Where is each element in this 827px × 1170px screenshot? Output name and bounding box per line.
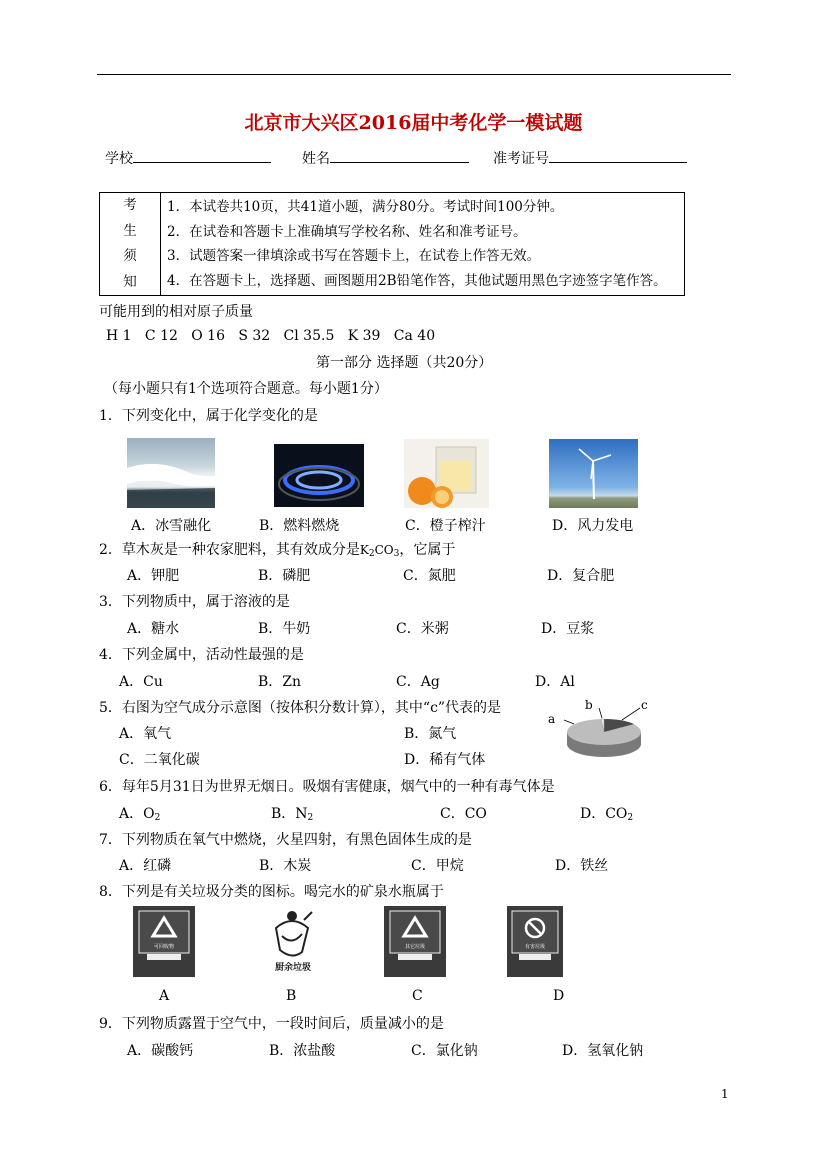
- other-waste-icon: [384, 906, 446, 977]
- q2-option-d: D．复合肥: [547, 568, 615, 584]
- top-rule: [97, 74, 731, 75]
- atomic-mass-label: 可能用到的相对原子质量: [99, 304, 253, 320]
- notice-items: [161, 193, 685, 296]
- q1-option-b: B．燃料燃烧: [259, 518, 340, 534]
- school-field: [105, 148, 271, 168]
- notice-item: 2．在试卷和答题卡上准确填写学校名称、姓名和准考证号。: [167, 223, 527, 240]
- question-4-stem: 4．下列金属中，活动性最强的是: [99, 647, 304, 663]
- q9-option-b: B．浓盐酸: [269, 1043, 336, 1059]
- q5-option-d: D．稀有气体: [404, 752, 486, 768]
- q5-option-b: B．氮气: [404, 726, 457, 742]
- pie-label-a: a: [548, 712, 556, 726]
- q7-option-c: C．甲烷: [411, 858, 464, 874]
- q1-option-a: A．冰雪融化: [131, 518, 212, 534]
- q3-option-c: C．米粥: [396, 621, 449, 637]
- section-title: 第一部分 选择题（共20分）: [316, 355, 493, 371]
- q8-option-c: C: [412, 988, 423, 1004]
- kitchen-waste-icon: [262, 906, 324, 977]
- melting-snow-image: [127, 438, 215, 508]
- exam-id-field: [493, 148, 687, 168]
- q9-option-c: C．氯化钠: [411, 1043, 478, 1059]
- q4-option-d: D．Al: [535, 674, 575, 690]
- q1-option-c: C．橙子榨汁: [405, 518, 486, 534]
- q9-option-d: D．氢氧化钠: [562, 1043, 644, 1059]
- pie-label-b: b: [585, 698, 593, 712]
- notice-item: 4．在答题卡上，选择题、画图题用2B铅笔作答，其他试题用黑色字迹签字笔作答。: [167, 272, 667, 289]
- atomic-masses: H 1 C 12 O 16 S 32 Cl 35.5 K 39 Ca 40: [106, 328, 436, 344]
- section-note: （每小题只有1个选项符合题意。每小题1分）: [104, 381, 388, 397]
- question-3-stem: 3．下列物质中，属于溶液的是: [99, 594, 290, 610]
- orange-juice-image: [404, 439, 489, 508]
- question-2-stem: 2．草木灰是一种农家肥料，其有效成分是$K_2CO_3$，它属于: [99, 542, 456, 559]
- q1-option-d: D．风力发电: [552, 518, 634, 534]
- q2-option-b: B．磷肥: [258, 568, 311, 584]
- q6-option-a: A．$O_2$: [119, 806, 161, 823]
- svg-text:厨余垃圾: 厨余垃圾: [274, 963, 312, 973]
- q5-option-a: A．氧气: [119, 726, 172, 742]
- svg-text:可回收物: 可回收物: [153, 944, 175, 950]
- hazardous-waste-icon: [507, 906, 563, 977]
- air-composition-pie: [544, 696, 656, 766]
- q6-option-b: B．$N_2$: [271, 806, 314, 823]
- q6-option-c: C．CO: [440, 806, 487, 822]
- gas-burner-image: [274, 444, 364, 507]
- exam-id-label: 准考证号: [493, 151, 549, 167]
- q8-option-b: B: [286, 988, 297, 1004]
- name-field: [302, 148, 469, 168]
- pie-label-c: c: [641, 698, 648, 712]
- q9-option-a: A．碳酸钙: [127, 1043, 194, 1059]
- q5-option-c: C．二氧化碳: [119, 752, 200, 768]
- question-9-stem: 9．下列物质露置于空气中，一段时间后，质量减小的是: [99, 1016, 444, 1032]
- svg-text:有害垃圾: 有害垃圾: [524, 944, 546, 950]
- q3-option-b: B．牛奶: [258, 621, 311, 637]
- q7-option-b: B．木炭: [259, 858, 312, 874]
- page-number: 1: [721, 1087, 729, 1101]
- notice-side: 考 生 须 知: [100, 193, 161, 296]
- q4-option-c: C．Ag: [396, 674, 440, 690]
- q8-option-a: A: [159, 988, 170, 1004]
- recyclable-waste-icon: [133, 906, 195, 977]
- school-label: 学校: [105, 151, 133, 167]
- q3-option-a: A．糖水: [127, 621, 180, 637]
- notice-item: 3．试题答案一律填涂或书写在答题卡上，在试卷上作答无效。: [167, 248, 541, 264]
- notice-item: 1．本试卷共10页，共41道小题，满分80分。考试时间100分钟。: [167, 199, 564, 215]
- q2-option-c: C．氮肥: [403, 568, 456, 584]
- q7-option-d: D．铁丝: [555, 858, 609, 874]
- q7-option-a: A．红磷: [119, 858, 172, 874]
- question-8-stem: 8．下列是有关垃圾分类的图标。喝完水的矿泉水瓶属于: [99, 884, 444, 900]
- q4-option-b: B．Zn: [258, 674, 302, 690]
- question-7-stem: 7．下列物质在氧气中燃烧，火星四射，有黑色固体生成的是: [99, 832, 472, 848]
- question-1-stem: 1．下列变化中，属于化学变化的是: [99, 408, 318, 424]
- q4-option-a: A．Cu: [119, 674, 163, 690]
- q3-option-d: D．豆浆: [541, 621, 595, 637]
- question-6-stem: 6．每年5月31日为世界无烟日。吸烟有害健康，烟气中的一种有毒气体是: [99, 779, 555, 795]
- wind-turbine-image: [549, 439, 638, 508]
- question-5-stem: 5．右图为空气成分示意图（按体积分数计算），其中“c”代表的是: [99, 700, 502, 716]
- page-title: 北京市大兴区2016届中考化学一模试题: [244, 112, 583, 134]
- exam-notice-table: [99, 192, 685, 296]
- name-label: 姓名: [302, 151, 330, 167]
- q2-option-a: A．钾肥: [127, 568, 180, 584]
- q8-option-d: D: [553, 988, 565, 1004]
- svg-text:其它垃圾: 其它垃圾: [404, 944, 426, 950]
- q6-option-d: D．$CO_2$: [580, 806, 634, 823]
